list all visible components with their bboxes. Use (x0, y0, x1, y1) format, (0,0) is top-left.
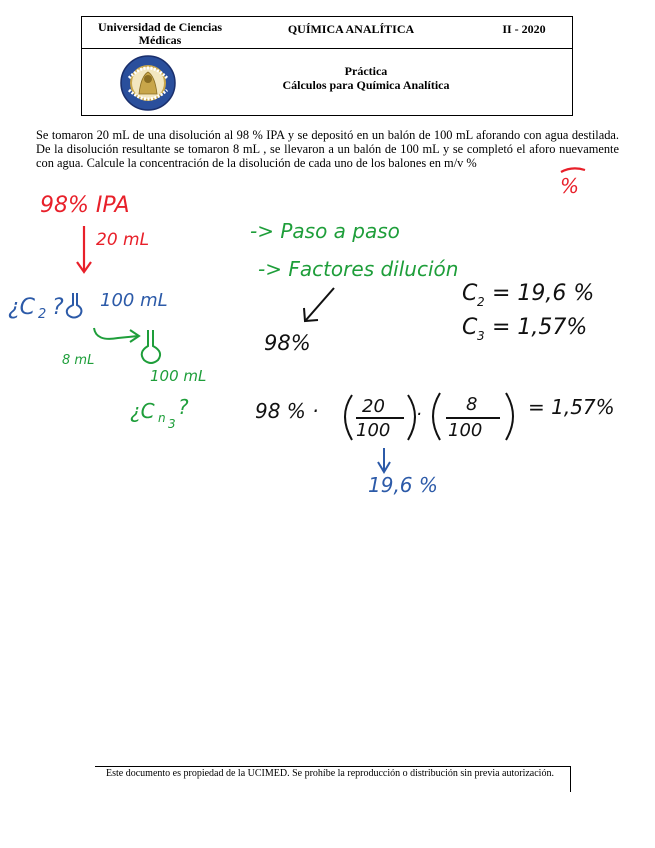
method-dilution-factors: -> Factores dilución (258, 257, 459, 281)
result-c3-sub: 3 (477, 329, 485, 343)
flask-icon-2 (142, 330, 160, 363)
fraction1-numerator: 20 (362, 396, 385, 417)
problem-statement: Se tomaron 20 mL de una disolución al 98 % IPA y se depositó en un balón de 100 mL aforando con agua destilada. De la disolución resultante se tomaron 8 mL , se llevaron a un balón de 100 mL y se completó el aforo nuevamente con agua. Calcule la concentración de la disolución de cada uno de los balones en m/v % (36, 128, 619, 170)
term-label: II - 2020 (502, 22, 546, 36)
footer-border-right (570, 766, 571, 792)
result-c3-value: = 1,57% (492, 315, 588, 340)
flask-icon (67, 293, 82, 318)
black-arrow (306, 288, 334, 320)
multiply-dot: · (416, 404, 422, 425)
course-title: QUÍMICA ANALÍTICA (287, 22, 415, 36)
question-c3-end: ? (178, 395, 189, 419)
question-c3-sub2: 3 (168, 417, 176, 431)
result-c2-label: C (462, 281, 478, 306)
header-border-top (81, 16, 573, 17)
question-c2-prefix: ¿C (8, 295, 36, 320)
intermediate-result: 19,6 % (368, 473, 438, 497)
red-percent: % (560, 174, 580, 198)
green-transfer-arrow (94, 328, 138, 339)
header-border-left (81, 16, 82, 116)
red-arrowhead (77, 262, 91, 272)
header-border-bottom (81, 115, 573, 116)
red-volume-label: 20 mL (96, 230, 150, 250)
result-c3-label: C (462, 315, 478, 340)
black-arrowhead (304, 308, 318, 321)
paren-open-2 (433, 393, 440, 440)
equation-result: = 1,57% (528, 395, 615, 419)
flask2-volume: 100 mL (150, 367, 207, 385)
paren-open-1 (345, 395, 352, 440)
equation-start: 98 % · (255, 399, 319, 423)
method-step-by-step: -> Paso a paso (250, 219, 400, 243)
document-type: Práctica (344, 64, 388, 78)
fraction2-denominator: 100 (448, 420, 483, 441)
question-c2-sub: 2 (38, 307, 47, 322)
university-name: Universidad de Ciencias Médicas (97, 20, 222, 47)
question-c3-prefix: ¿C (130, 399, 155, 423)
flask1-volume: 100 mL (100, 290, 168, 311)
question-c3-sub: n (158, 411, 166, 425)
university-seal-icon (119, 54, 177, 112)
fraction2-numerator: 8 (466, 394, 478, 415)
document-footer (95, 766, 571, 792)
question-c2-end: ? (52, 295, 64, 320)
start-value: 98% (264, 331, 311, 355)
header-divider (81, 48, 573, 49)
transfer-volume: 8 mL (62, 353, 95, 368)
paren-close-2 (506, 393, 513, 440)
result-c2-sub: 2 (477, 295, 485, 309)
header-border-right (572, 16, 573, 116)
paren-close-1 (408, 395, 415, 440)
document-title: Cálculos para Química Analítica (282, 78, 450, 92)
green-arrowhead (130, 330, 139, 342)
footer-border-top (95, 766, 571, 767)
blue-arrowhead (378, 462, 390, 472)
fraction1-denominator: 100 (356, 420, 391, 441)
red-ipa-label: 98% IPA (40, 193, 130, 218)
document-header (81, 16, 573, 116)
result-c2-value: = 19,6 % (492, 281, 595, 306)
footer-notice: Este documento es propiedad de la UCIMED. Se prohíbe la reproducción o distribución sin previa autorización. (106, 768, 554, 779)
